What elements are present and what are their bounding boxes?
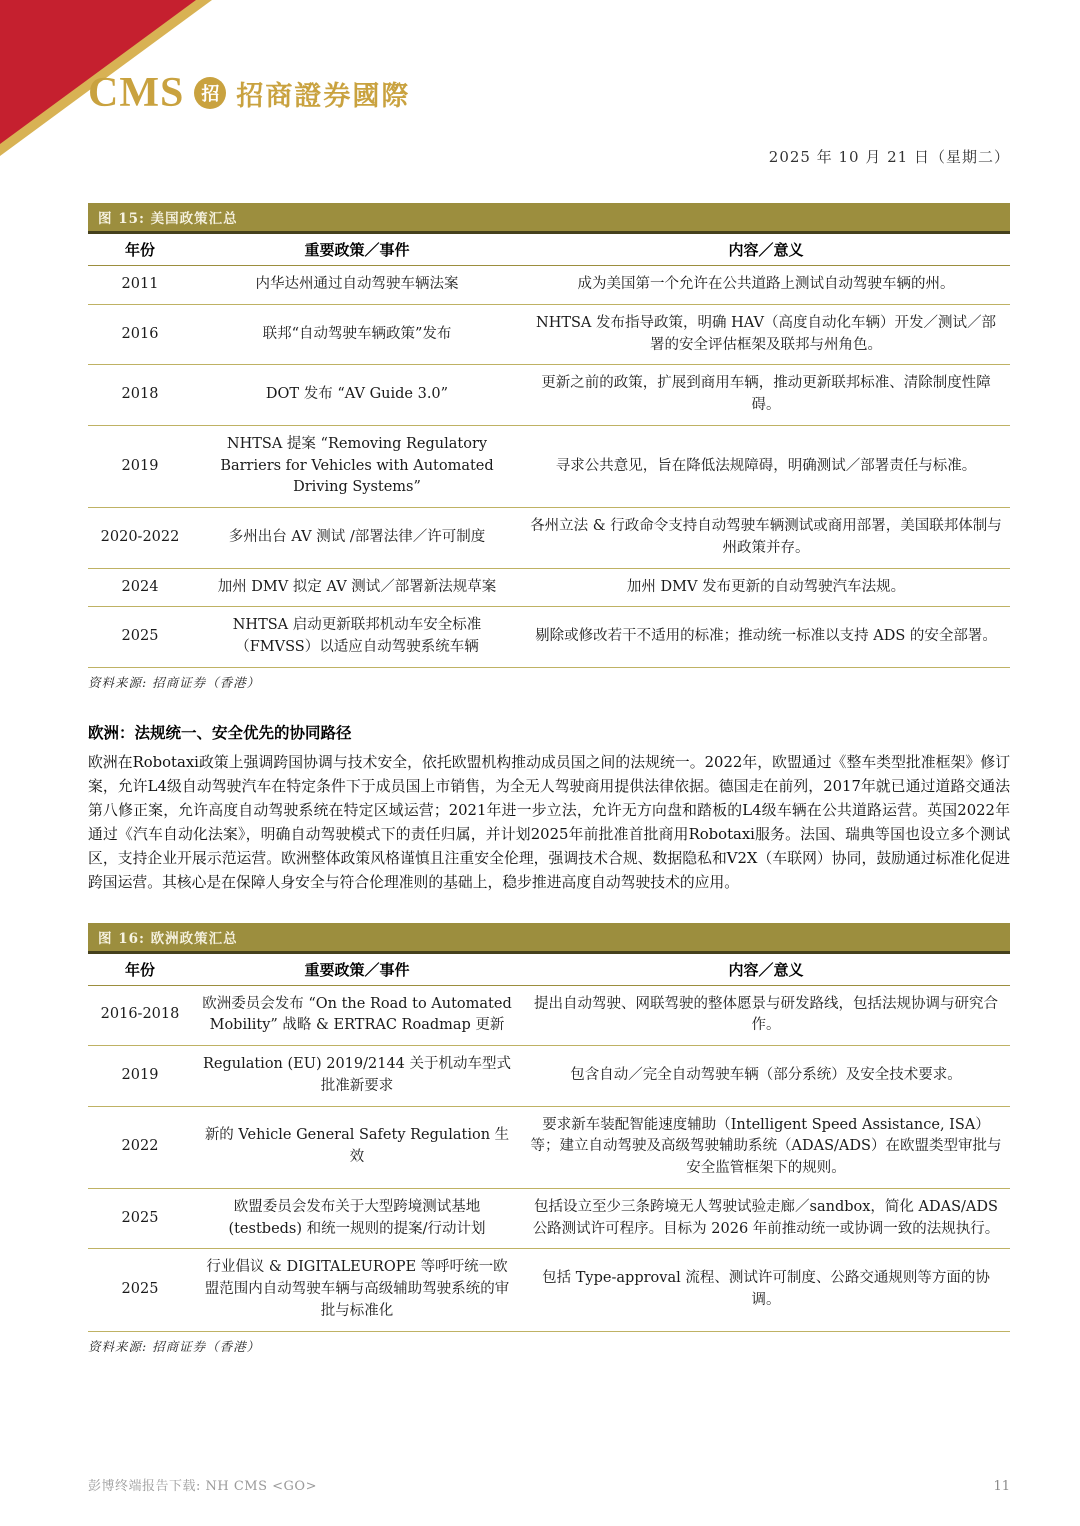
table-cell-content: 寻求公共意见，旨在降低法规障碍，明确测试／部署责任与标准。 bbox=[555, 457, 977, 474]
table-cell-content: 包括 Type-approval 流程、测试许可制度、公路交通规则等方面的协调。 bbox=[542, 1270, 990, 1308]
table-cell-policy: 行业倡议 & DIGITALEUROPE 等呼吁统一欧盟范围内自动驾驶车辆与高级辅助驾驶系统的审批与标准化 bbox=[204, 1259, 510, 1319]
table-cell-content: 成为美国第一个允许在公共道路上测试自动驾驶车辆的州。 bbox=[577, 276, 955, 292]
table-row bbox=[88, 266, 1010, 305]
table-row bbox=[88, 305, 1010, 366]
column-header: 年份 bbox=[124, 960, 155, 979]
column-header: 年份 bbox=[124, 241, 155, 259]
table-cell-content: 各州立法 & 行政命令支持自动驾驶车辆测试或商用部署，美国联邦体制与州政策并存。 bbox=[530, 518, 1002, 556]
report-date: 2025 年 10 月 21 日（星期二） bbox=[768, 148, 1010, 166]
table-cell-content: 要求新车装配智能速度辅助（Intelligent Speed Assistance, ISA）等；建立自动驾驶及高级驾驶辅助系统（ADAS/ADS）在欧盟类型审批与安全监管框架下的规则。 bbox=[530, 1116, 1002, 1177]
table-cell-policy: 新的 Vehicle General Safety Regulation 生效 bbox=[204, 1127, 510, 1166]
table-cell-year: 2025 bbox=[121, 628, 159, 645]
eu-table-header-row bbox=[88, 951, 1010, 986]
table-cell-policy: NHTSA 启动更新联邦机动车安全标准（FMVSS）以适应自动驾驶系统车辆 bbox=[232, 617, 482, 655]
table-cell-year: 2011 bbox=[121, 276, 159, 292]
eu-table-body bbox=[88, 986, 1010, 1332]
eu-table-title: 图 16: 欧洲政策汇总 bbox=[88, 923, 1010, 951]
table-cell-year: 2016 bbox=[121, 325, 159, 342]
table-cell-content: 更新之前的政策，扩展到商用车辆，推动更新联邦标准、清除制度性障碍。 bbox=[541, 375, 991, 413]
table-cell-content: 剔除或修改若干不适用的标准；推动统一标准以支持 ADS 的安全部署。 bbox=[535, 628, 997, 645]
table-cell-policy: Regulation (EU) 2019/2144 关于机动车型式批准新要求 bbox=[202, 1056, 512, 1094]
column-header: 内容／意义 bbox=[728, 960, 804, 979]
table-cell-year: 2022 bbox=[121, 1138, 159, 1155]
table-cell-year: 2016-2018 bbox=[100, 1006, 180, 1023]
table-cell-policy: 多州出台 AV 测试 /部署法律／许可制度 bbox=[228, 528, 486, 545]
column-header: 重要政策／事件 bbox=[304, 241, 410, 259]
us-table-header-row bbox=[88, 231, 1010, 266]
us-table-title: 图 15: 美国政策汇总 bbox=[88, 203, 1010, 231]
table-row bbox=[88, 508, 1010, 569]
table-cell-year: 2018 bbox=[121, 386, 159, 403]
brand-name: 招商證券國際 bbox=[236, 80, 411, 112]
brand-seal-icon: 招 bbox=[194, 77, 226, 109]
table-cell-policy: 欧洲委员会发布 “On the Road to Automated Mobility” 战略 & ERTRAC Roadmap 更新 bbox=[202, 995, 512, 1034]
eu-policy-table bbox=[88, 923, 1010, 1355]
table-cell-year: 2024 bbox=[121, 578, 159, 595]
table-row bbox=[88, 607, 1010, 668]
europe-section-heading: 欧洲：法规统一、安全优先的协同路径 bbox=[88, 722, 352, 742]
europe-section-paragraph: 欧洲在Robotaxi政策上强调跨国协调与技术安全，依托欧盟机构推动成员国之间的法规统一。2022年，欧盟通过《整车类型批准框架》修订案，允许L4级自动驾驶汽车在特定条件下于成员国上市销售，为全无人驾驶商用提供法律依据。德国走在前列，2017年就已通过道路交通法第八修正案，允许高度自动驾驶系统在特定区域运营；2021年进一步立法，允许无方向盘和踏板的L4级车辆在公共道路运营。英国2022年通过《汽车自动化法案》，明确自动驾驶模式下的责任归属，并计划2025年前批准首批商用Robotaxi服务。法国、瑞典等国也设立多个测试区，支持企业开展示范运营。欧洲整体政策风格谨慎且注重安全伦理，强调技术合规、数据隐私和V2X（车联网）协同，鼓励通过标准化促进跨国运营。其核心是在保障人身安全与符合伦理准则的基础上，稳步推进高度自动驾驶技术的应用。 bbox=[88, 753, 1010, 891]
table-cell-year: 2019 bbox=[121, 1066, 159, 1083]
us-policy-table bbox=[88, 203, 1010, 691]
cms-logo-text: CMS bbox=[88, 70, 185, 116]
table-cell-content: 包括设立至少三条跨境无人驾驶试验走廊／sandbox，简化 ADAS/ADS 公路测试许可程序。目标为 2026 年前推动统一或协调一致的法规执行。 bbox=[532, 1198, 1000, 1237]
table-row bbox=[88, 1249, 1010, 1331]
page-number: 11 bbox=[993, 1479, 1010, 1494]
table-cell-year: 2025 bbox=[121, 1209, 159, 1226]
table-cell-policy: NHTSA 提案 “Removing Regulatory Barriers for Vehicles with Automated Driving Systems” bbox=[220, 435, 494, 496]
table-row bbox=[88, 1046, 1010, 1107]
column-header: 内容／意义 bbox=[728, 241, 804, 259]
table-row bbox=[88, 569, 1010, 608]
us-table-body bbox=[88, 266, 1010, 668]
table-row bbox=[88, 426, 1010, 508]
table-cell-year: 2020-2022 bbox=[100, 528, 180, 545]
brand-logo bbox=[88, 0, 1010, 114]
table-row bbox=[88, 365, 1010, 426]
eu-table-source: 资料来源: 招商证券（香港） bbox=[88, 1338, 261, 1354]
table-row bbox=[88, 986, 1010, 1047]
table-cell-policy: 内华达州通过自动驾驶车辆法案 bbox=[255, 276, 459, 292]
table-cell-policy: 欧盟委员会发布关于大型跨境测试基地 (testbeds) 和统一规则的提案/行动计划 bbox=[228, 1198, 486, 1237]
table-cell-content: 加州 DMV 发布更新的自动驾驶汽车法规。 bbox=[626, 578, 906, 595]
table-cell-content: 包含自动／完全自动驾驶车辆（部分系统）及安全技术要求。 bbox=[570, 1066, 962, 1083]
table-row bbox=[88, 1107, 1010, 1189]
us-table-source: 资料来源: 招商证券（香港） bbox=[88, 674, 261, 690]
table-cell-policy: DOT 发布 “AV Guide 3.0” bbox=[265, 386, 449, 403]
table-cell-policy: 加州 DMV 拟定 AV 测试／部署新法规草案 bbox=[217, 578, 497, 595]
table-row bbox=[88, 1189, 1010, 1250]
table-cell-content: NHTSA 发布指导政策，明确 HAV（高度自动化车辆）开发／测试／部署的安全评估框架及联邦与州角色。 bbox=[536, 314, 996, 353]
table-cell-year: 2025 bbox=[121, 1281, 159, 1298]
bloomberg-terminal-note: 彭博终端报告下载: NH CMS <GO> bbox=[88, 1479, 317, 1494]
column-header: 重要政策／事件 bbox=[304, 960, 410, 979]
table-cell-content: 提出自动驾驶、网联驾驶的整体愿景与研发路线，包括法规协调与研究合作。 bbox=[534, 995, 998, 1034]
table-cell-policy: 联邦“自动驾驶车辆政策”发布 bbox=[262, 325, 452, 342]
table-cell-year: 2019 bbox=[121, 457, 159, 474]
